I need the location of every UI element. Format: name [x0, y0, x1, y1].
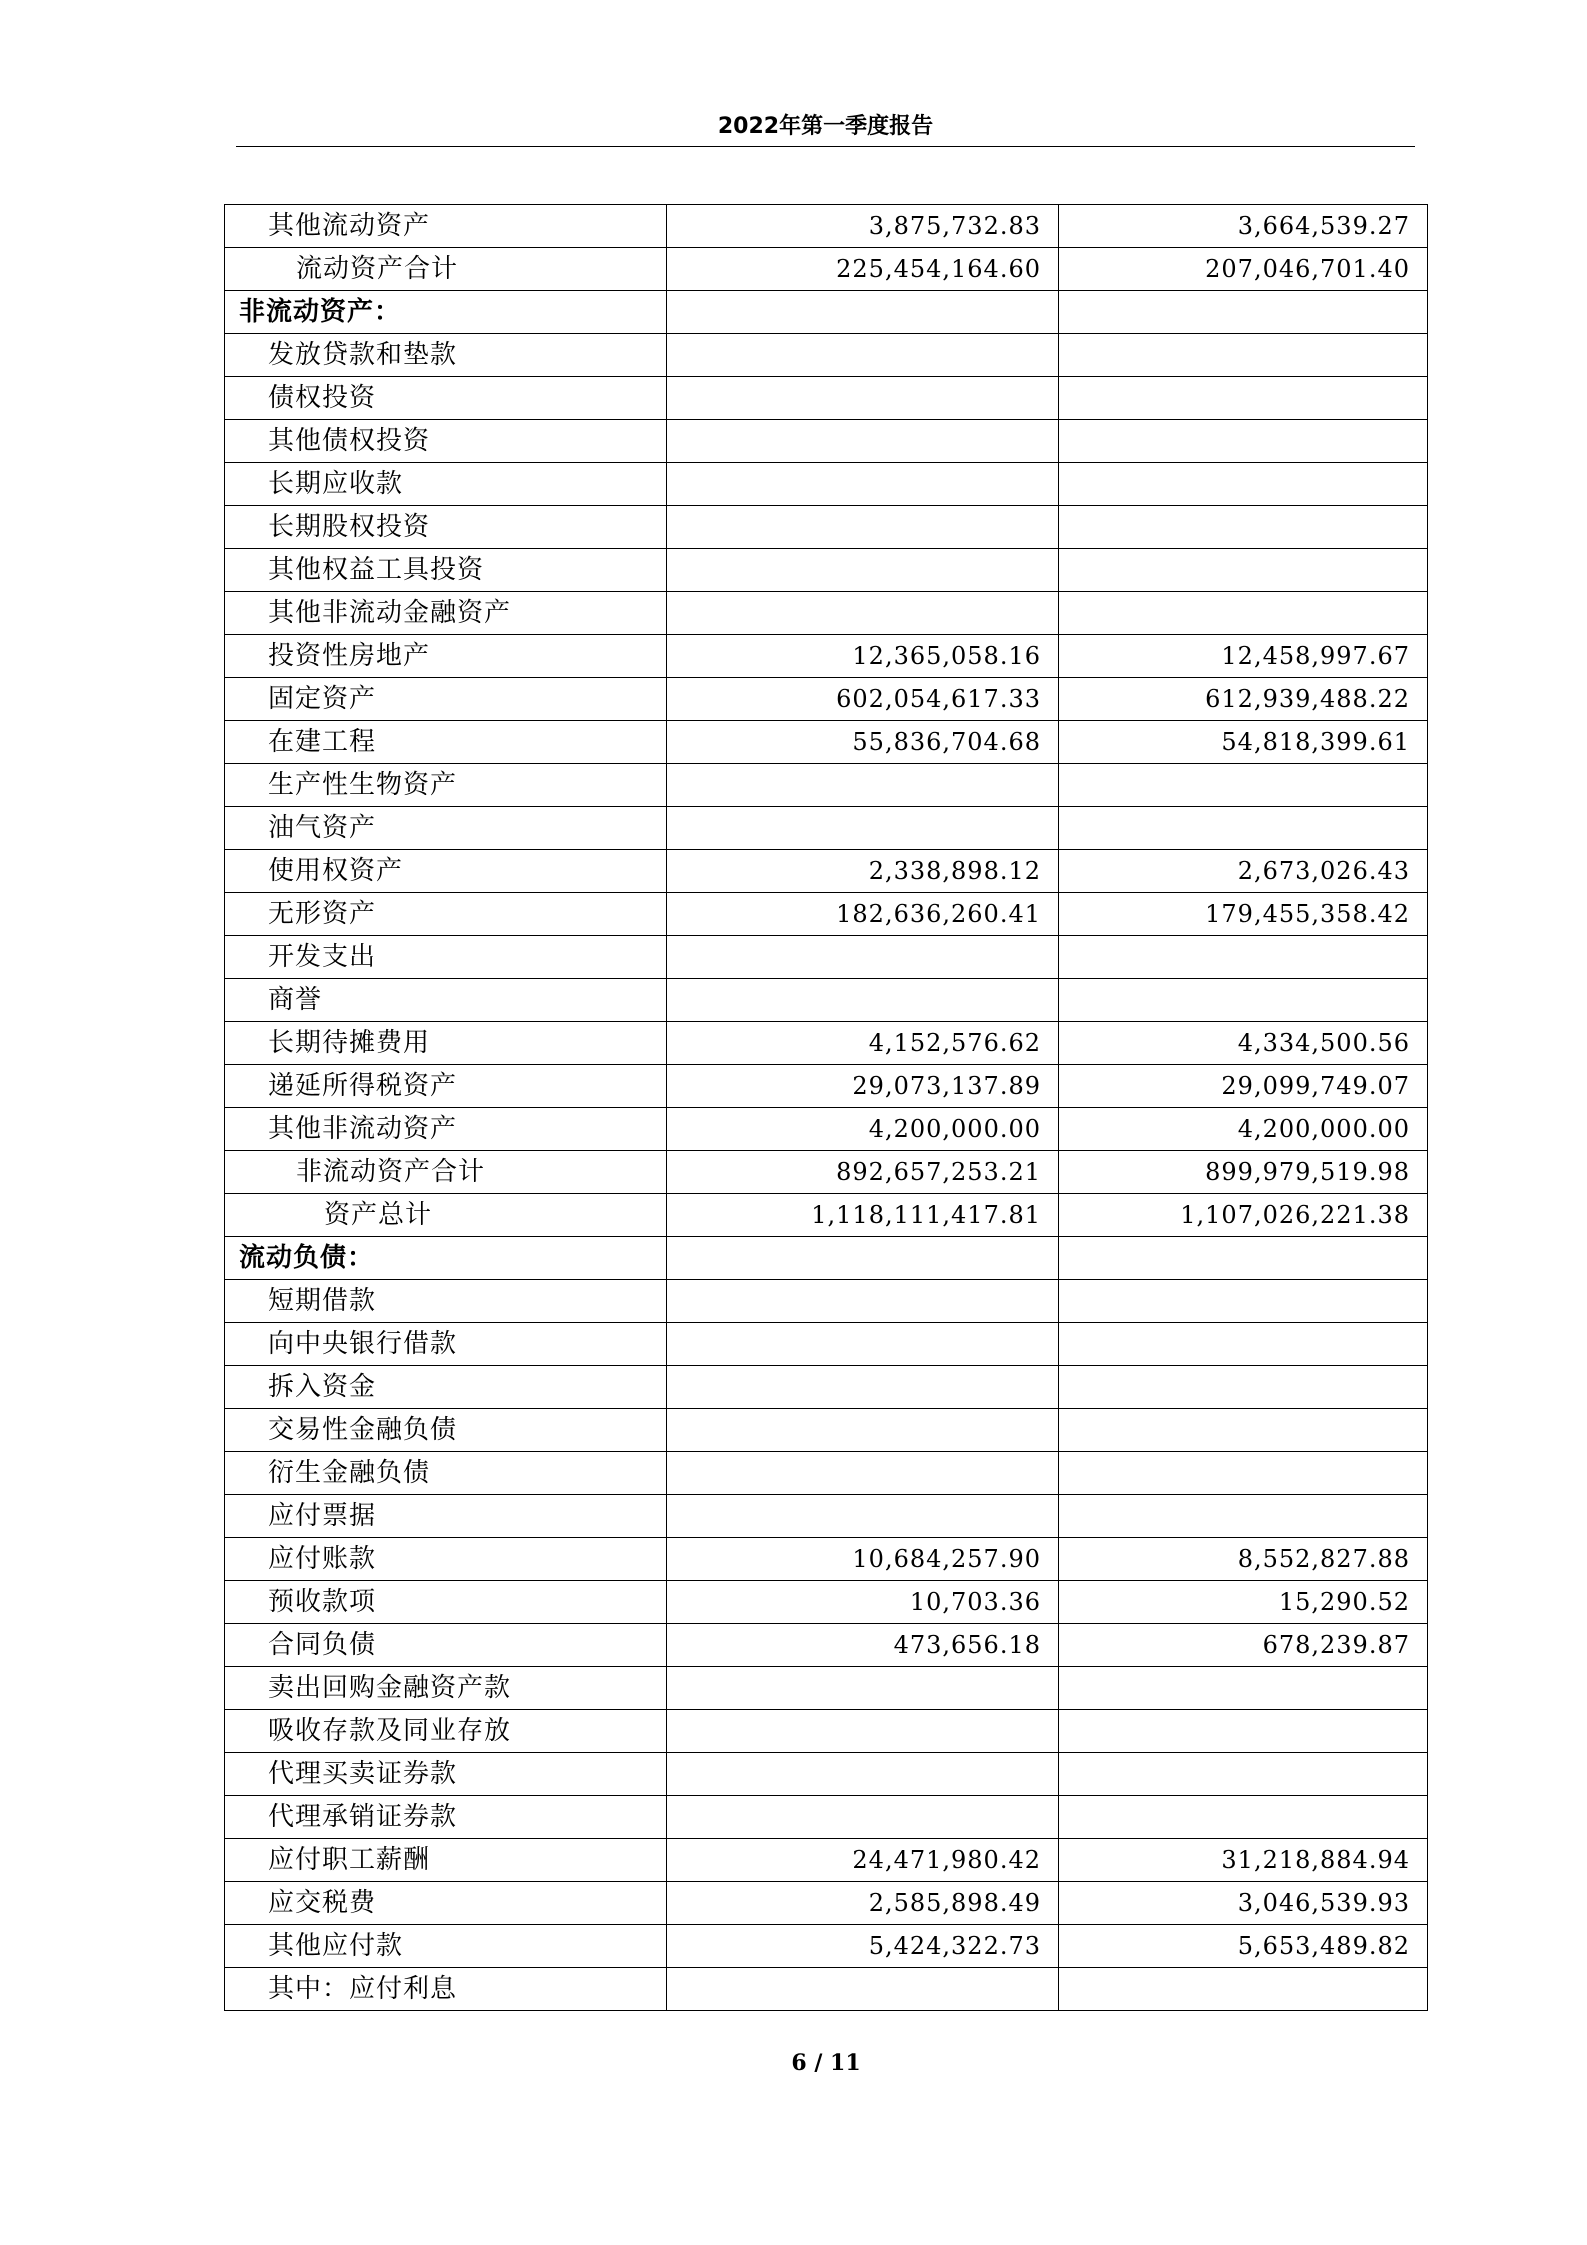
table-row [225, 893, 1428, 936]
current-period-value [667, 936, 1059, 979]
prior-period-value [1059, 291, 1428, 334]
prior-period-value: 3,664,539.27 [1059, 205, 1428, 248]
current-period-value: 55,836,704.68 [667, 721, 1059, 764]
current-period-value: 892,657,253.21 [667, 1151, 1059, 1194]
row-label: 拆入资金 [225, 1366, 667, 1409]
current-period-value [667, 1280, 1059, 1323]
table-row [225, 1796, 1428, 1839]
prior-period-value [1059, 979, 1428, 1022]
prior-period-value: 612,939,488.22 [1059, 678, 1428, 721]
current-period-value [667, 334, 1059, 377]
table-row [225, 1022, 1428, 1065]
row-label: 其他债权投资 [225, 420, 667, 463]
table-row [225, 420, 1428, 463]
row-label: 长期股权投资 [225, 506, 667, 549]
current-period-value [667, 1667, 1059, 1710]
row-label: 其他非流动金融资产 [225, 592, 667, 635]
page-header [236, 110, 1415, 144]
prior-period-value [1059, 1710, 1428, 1753]
current-period-value [667, 549, 1059, 592]
current-period-value [667, 463, 1059, 506]
current-period-value: 2,585,898.49 [667, 1882, 1059, 1925]
prior-period-value: 5,653,489.82 [1059, 1925, 1428, 1968]
row-label: 其他应付款 [225, 1925, 667, 1968]
table-row [225, 721, 1428, 764]
current-period-value: 24,471,980.42 [667, 1839, 1059, 1882]
current-period-value [667, 1237, 1059, 1280]
row-label: 应付职工薪酬 [225, 1839, 667, 1882]
balance-sheet-table [224, 204, 1428, 2011]
prior-period-value [1059, 549, 1428, 592]
current-period-value: 2,338,898.12 [667, 850, 1059, 893]
prior-period-value: 4,334,500.56 [1059, 1022, 1428, 1065]
table-row [225, 678, 1428, 721]
current-period-value [667, 1753, 1059, 1796]
table-row [225, 1624, 1428, 1667]
current-period-value [667, 979, 1059, 1022]
row-label: 非流动资产： [225, 291, 667, 334]
table-row [225, 936, 1428, 979]
current-period-value [667, 764, 1059, 807]
current-period-value [667, 1366, 1059, 1409]
current-period-value: 1,118,111,417.81 [667, 1194, 1059, 1237]
row-label: 非流动资产合计 [225, 1151, 667, 1194]
row-label: 发放贷款和垫款 [225, 334, 667, 377]
prior-period-value: 678,239.87 [1059, 1624, 1428, 1667]
table-row [225, 807, 1428, 850]
table-row [225, 1409, 1428, 1452]
table-row [225, 1280, 1428, 1323]
row-label: 开发支出 [225, 936, 667, 979]
table-row [225, 1968, 1428, 2011]
current-period-value [667, 1710, 1059, 1753]
header-rule [236, 146, 1415, 147]
row-label: 卖出回购金融资产款 [225, 1667, 667, 1710]
current-period-value: 225,454,164.60 [667, 248, 1059, 291]
prior-period-value: 3,046,539.93 [1059, 1882, 1428, 1925]
prior-period-value: 8,552,827.88 [1059, 1538, 1428, 1581]
current-period-value [667, 377, 1059, 420]
prior-period-value [1059, 334, 1428, 377]
table-row [225, 1366, 1428, 1409]
current-period-value [667, 1495, 1059, 1538]
row-label: 无形资产 [225, 893, 667, 936]
current-period-value [667, 1452, 1059, 1495]
row-label: 其他非流动资产 [225, 1108, 667, 1151]
page-number: 6 / 11 [791, 2050, 861, 2076]
current-period-value: 29,073,137.89 [667, 1065, 1059, 1108]
prior-period-value [1059, 1968, 1428, 2011]
row-label: 预收款项 [225, 1581, 667, 1624]
current-period-value: 4,200,000.00 [667, 1108, 1059, 1151]
row-label: 商誉 [225, 979, 667, 1022]
current-period-value: 5,424,322.73 [667, 1925, 1059, 1968]
row-label: 流动负债： [225, 1237, 667, 1280]
row-label: 应付账款 [225, 1538, 667, 1581]
report-title: 2022年第一季度报告 [717, 114, 934, 139]
prior-period-value [1059, 377, 1428, 420]
prior-period-value [1059, 506, 1428, 549]
current-period-value: 182,636,260.41 [667, 893, 1059, 936]
row-label: 长期待摊费用 [225, 1022, 667, 1065]
row-label: 应交税费 [225, 1882, 667, 1925]
current-period-value: 10,684,257.90 [667, 1538, 1059, 1581]
prior-period-value: 15,290.52 [1059, 1581, 1428, 1624]
prior-period-value [1059, 463, 1428, 506]
row-label: 油气资产 [225, 807, 667, 850]
prior-period-value [1059, 807, 1428, 850]
table-row [225, 1925, 1428, 1968]
row-label: 合同负债 [225, 1624, 667, 1667]
table-row [225, 764, 1428, 807]
row-label: 递延所得税资产 [225, 1065, 667, 1108]
prior-period-value [1059, 1796, 1428, 1839]
current-period-value [667, 420, 1059, 463]
prior-period-value: 179,455,358.42 [1059, 893, 1428, 936]
row-label: 债权投资 [225, 377, 667, 420]
row-label: 其他流动资产 [225, 205, 667, 248]
table-row [225, 334, 1428, 377]
table-row [225, 1538, 1428, 1581]
current-period-value [667, 807, 1059, 850]
section-header-row [225, 1237, 1428, 1280]
current-period-value [667, 291, 1059, 334]
row-label: 使用权资产 [225, 850, 667, 893]
prior-period-value: 207,046,701.40 [1059, 248, 1428, 291]
current-period-value: 3,875,732.83 [667, 205, 1059, 248]
prior-period-value: 54,818,399.61 [1059, 721, 1428, 764]
table-row [225, 1323, 1428, 1366]
table-row [225, 1495, 1428, 1538]
row-label: 流动资产合计 [225, 248, 667, 291]
row-label: 代理买卖证券款 [225, 1753, 667, 1796]
balance-sheet-body [225, 205, 1428, 2011]
current-period-value [667, 1796, 1059, 1839]
row-label: 固定资产 [225, 678, 667, 721]
row-label: 向中央银行借款 [225, 1323, 667, 1366]
prior-period-value [1059, 936, 1428, 979]
row-label: 短期借款 [225, 1280, 667, 1323]
current-period-value: 10,703.36 [667, 1581, 1059, 1624]
prior-period-value: 12,458,997.67 [1059, 635, 1428, 678]
prior-period-value [1059, 420, 1428, 463]
current-period-value: 12,365,058.16 [667, 635, 1059, 678]
row-label: 其他权益工具投资 [225, 549, 667, 592]
table-row [225, 1452, 1428, 1495]
section-header-row [225, 291, 1428, 334]
current-period-value: 4,152,576.62 [667, 1022, 1059, 1065]
prior-period-value [1059, 1452, 1428, 1495]
table-row [225, 1882, 1428, 1925]
row-label: 交易性金融负债 [225, 1409, 667, 1452]
prior-period-value [1059, 592, 1428, 635]
prior-period-value [1059, 1366, 1428, 1409]
table-row [225, 1151, 1428, 1194]
prior-period-value [1059, 1667, 1428, 1710]
prior-period-value [1059, 764, 1428, 807]
prior-period-value: 29,099,749.07 [1059, 1065, 1428, 1108]
prior-period-value [1059, 1495, 1428, 1538]
table-row [225, 1108, 1428, 1151]
row-label: 其中：应付利息 [225, 1968, 667, 2011]
prior-period-value [1059, 1280, 1428, 1323]
table-row [225, 850, 1428, 893]
current-period-value [667, 592, 1059, 635]
current-period-value [667, 1968, 1059, 2011]
prior-period-value [1059, 1409, 1428, 1452]
current-period-value [667, 1409, 1059, 1452]
row-label: 投资性房地产 [225, 635, 667, 678]
table-row [225, 463, 1428, 506]
current-period-value [667, 506, 1059, 549]
prior-period-value: 1,107,026,221.38 [1059, 1194, 1428, 1237]
row-label: 长期应收款 [225, 463, 667, 506]
table-row [225, 506, 1428, 549]
row-label: 生产性生物资产 [225, 764, 667, 807]
table-row [225, 592, 1428, 635]
prior-period-value [1059, 1753, 1428, 1796]
row-label: 衍生金融负债 [225, 1452, 667, 1495]
table-row [225, 1839, 1428, 1882]
table-row [225, 1194, 1428, 1237]
table-row [225, 979, 1428, 1022]
current-period-value [667, 1323, 1059, 1366]
row-label: 资产总计 [225, 1194, 667, 1237]
prior-period-value: 4,200,000.00 [1059, 1108, 1428, 1151]
prior-period-value: 2,673,026.43 [1059, 850, 1428, 893]
table-row [225, 205, 1428, 248]
table-row [225, 1581, 1428, 1624]
table-row [225, 377, 1428, 420]
table-row [225, 1667, 1428, 1710]
table-row [225, 1065, 1428, 1108]
table-row [225, 635, 1428, 678]
table-row [225, 549, 1428, 592]
prior-period-value: 31,218,884.94 [1059, 1839, 1428, 1882]
prior-period-value [1059, 1323, 1428, 1366]
row-label: 应付票据 [225, 1495, 667, 1538]
row-label: 吸收存款及同业存放 [225, 1710, 667, 1753]
prior-period-value [1059, 1237, 1428, 1280]
current-period-value: 473,656.18 [667, 1624, 1059, 1667]
current-period-value: 602,054,617.33 [667, 678, 1059, 721]
prior-period-value: 899,979,519.98 [1059, 1151, 1428, 1194]
row-label: 在建工程 [225, 721, 667, 764]
row-label: 代理承销证券款 [225, 1796, 667, 1839]
table-row [225, 1753, 1428, 1796]
table-row [225, 1710, 1428, 1753]
table-row [225, 248, 1428, 291]
